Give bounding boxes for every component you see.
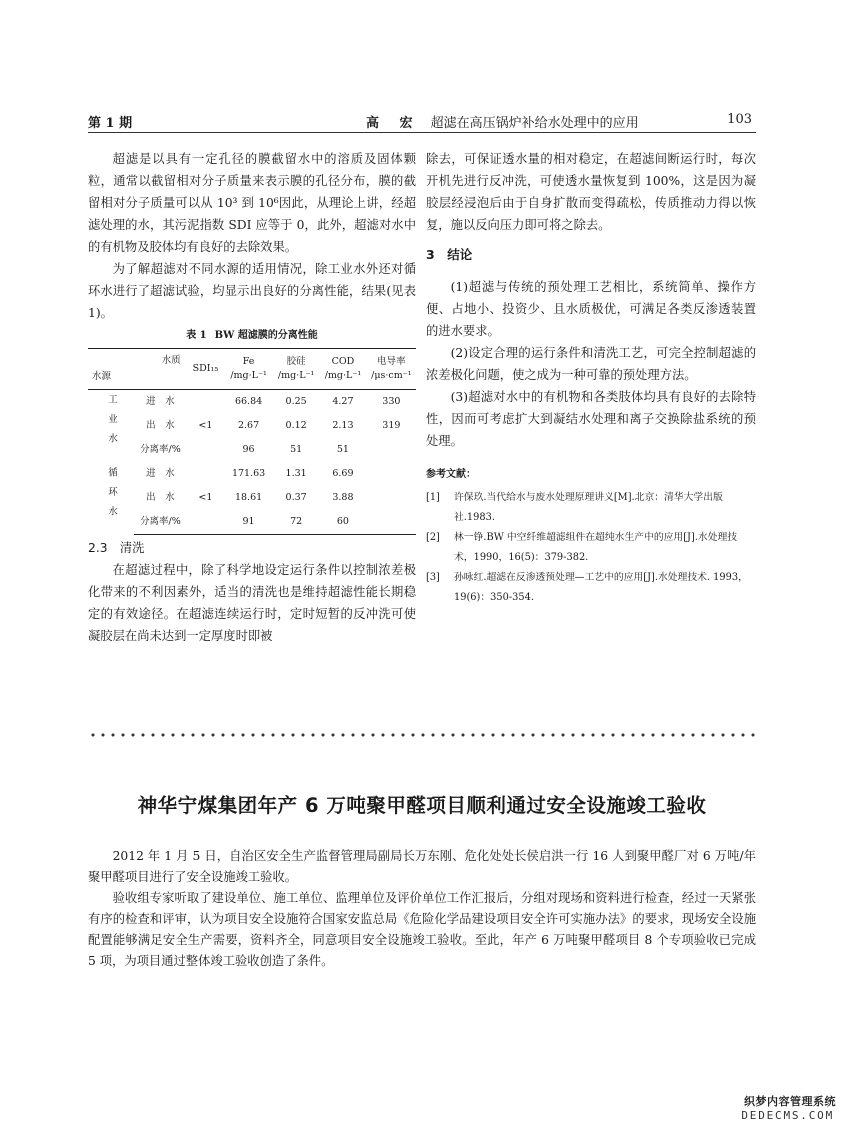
table-cell: 出 水 — [146, 420, 175, 431]
paragraph: 为了解超滤对不同水源的适用情况，除工业水外还对循环水进行了超滤试验，均显示出良好的分离性能，结果(见表1)。 — [88, 262, 416, 320]
table-cell: 出 水 — [146, 492, 175, 503]
table-cell: 330 — [382, 396, 401, 407]
watermark-line-2: DEDECMS.COM — [741, 1109, 834, 1122]
table-number: 表 1 — [186, 330, 207, 341]
table-cell: 66.84 — [234, 396, 263, 407]
watermark-line-1: 织梦内容管理系统 — [744, 1095, 836, 1108]
table-cell: 72 — [273, 510, 319, 535]
issue-number: 第 1 期 — [88, 116, 133, 131]
table-cell: 319 — [382, 420, 401, 431]
table-cell: <1 — [198, 492, 213, 503]
column-header: 电导率 /μs·cm⁻¹ — [367, 349, 416, 390]
page-number: 103 — [727, 112, 752, 127]
section-heading-3: 3 结论 — [426, 247, 473, 262]
table-row — [88, 486, 416, 510]
reference-text: 孙咏红.超滤在反渗透预处理—工艺中的应用[J].水处理技术. 1993，19(6)：350-354. — [454, 572, 748, 603]
conclusion-item: (3)超滤对水中的有机物和各类肢体均具有良好的去除特性，因而可考虑扩大到凝结水处理和离子交换除盐系统的预处理。 — [426, 390, 756, 448]
table-cell — [187, 510, 224, 535]
table-row — [88, 414, 416, 438]
reference-number: [1] — [426, 492, 440, 503]
table-cell: 96 — [242, 444, 255, 455]
news-headline: 神华宁煤集团年产 6 万吨聚甲醛项目顺利通过安全设施竣工验收 — [137, 794, 707, 817]
running-title — [366, 112, 639, 131]
reference-item — [426, 488, 756, 528]
table-cell: 2.67 — [237, 420, 260, 431]
table-cell: 18.61 — [234, 492, 263, 503]
watermark — [736, 1093, 836, 1127]
table-cell: 51 — [290, 444, 303, 455]
dotted-separator — [88, 732, 756, 738]
column-header: Fe /mg·L⁻¹ — [224, 349, 273, 390]
reference-item — [426, 568, 756, 608]
table-1 — [88, 328, 416, 535]
right-column — [426, 148, 756, 608]
header-corner-top: 水质 — [161, 355, 181, 366]
table-cell: 6.69 — [332, 468, 354, 479]
table-title: BW 超滤膜的分离性能 — [214, 330, 318, 341]
column-header: SDI₁₅ — [187, 349, 224, 390]
table-cell — [187, 438, 224, 462]
table-cell: 分离率/% — [134, 510, 187, 535]
row-group-label: 工业水 — [106, 394, 117, 453]
news-paragraph: 验收组专家听取了建设单位、施工单位、监理单位及评价单位工作汇报后，分组对现场和资料进行检查，经过一天紧张有序的检查和评审，认为项目安全设施符合国家安监总局《危险化学品建设项目安全许可实施办法》的要求，现场安全设施配置能够满足安全生产需要，资料齐全，同意项目安全设施竣工验收。至此，年产 6 万吨聚甲醛项目 8 个专项验收已完成 5 项，为项目通过整体竣工验收创造了条件。 — [88, 891, 756, 968]
table-cell: 进 水 — [146, 468, 175, 479]
table-caption — [88, 328, 416, 344]
paragraph: 除去，可保证透水量的相对稳定，在超滤间断运行时，每次开机先进行反冲洗，可使透水量恢复到 100%，这是因为凝胶层经浸泡后由于自身扩散而变得疏松，传质推动力得以恢复，施以反向压力即可将之除去。 — [426, 152, 756, 232]
table-row — [88, 462, 416, 486]
header-corner-bottom: 水源 — [92, 371, 112, 382]
table-cell: 0.25 — [285, 396, 307, 407]
paragraph: 超滤是以具有一定孔径的膜截留水中的溶质及固体颗粒，通常以截留相对分子质量来表示膜的孔径分布，膜的截留相对分子质量可以从 10³ 到 10⁶因此，从理论上讲，经超滤处理的水，其污泥指数 SDI 应等于 0，此外，超滤对水中的有机物及胶体均有良好的去除效果。 — [88, 152, 416, 254]
table-cell — [187, 390, 224, 415]
separation-performance-table — [88, 348, 416, 535]
table-cell: 3.88 — [332, 492, 354, 503]
table-header-row — [88, 349, 416, 390]
table-cell: 60 — [319, 510, 367, 535]
header-divider — [88, 132, 756, 133]
table-row — [88, 438, 416, 462]
row-group-label: 循环水 — [106, 466, 117, 525]
table-cell: 2.13 — [332, 420, 354, 431]
table-cell: 1.31 — [285, 468, 307, 479]
table-cell: <1 — [198, 420, 213, 431]
news-paragraph: 2012 年 1 月 5 日，自治区安全生产监督管理局副局长万东刚、危化处处长侯启洪一行 16 人到聚甲醛厂对 6 万吨/年聚甲醛项目进行了安全设施竣工验收。 — [88, 849, 756, 884]
header-corner — [90, 354, 185, 384]
references-list — [426, 488, 756, 608]
table-cell — [367, 486, 416, 510]
table-cell — [367, 462, 416, 486]
left-column — [88, 148, 416, 647]
reference-item — [426, 528, 756, 568]
column-header: COD /mg·L⁻¹ — [319, 349, 367, 390]
article-title: 超滤在高压锅炉补给水处理中的应用 — [430, 116, 639, 131]
section-heading-2-3: 2.3 清洗 — [88, 541, 145, 555]
reference-text: 林一铮.BW 中空纤维超滤组件在超纯水生产中的应用[J].水处理技术，1990，16(5)：379-382. — [454, 532, 738, 563]
table-cell: 进 水 — [146, 396, 175, 407]
table-row — [88, 390, 416, 415]
table-cell: 0.37 — [285, 492, 307, 503]
conclusion-item: (2)设定合理的运行条件和清洗工艺，可完全控制超滤的浓差极化问题，使之成为一种可靠的预处理方法。 — [426, 346, 756, 382]
table-cell: 0.12 — [285, 420, 307, 431]
table-cell: 91 — [224, 510, 273, 535]
table-cell: 51 — [336, 444, 349, 455]
references-heading: 参考文献： — [426, 469, 476, 480]
reference-number: [2] — [426, 532, 440, 543]
reference-text: 许保玖.当代给水与废水处理原理讲义[M].北京：清华大学出版社.1983. — [454, 492, 723, 523]
table-cell: 4.27 — [332, 396, 354, 407]
author-name: 高 宏 — [366, 116, 421, 131]
table-row — [88, 510, 416, 535]
table-cell: 分离率/% — [140, 444, 181, 455]
table-cell — [187, 462, 224, 486]
running-header — [88, 110, 756, 132]
table-cell: 171.63 — [231, 468, 266, 479]
conclusion-item: (1)超滤与传统的预处理工艺相比，系统简单、操作方便、占地小、投资少、且水质极优，可满足各类反渗透装置的进水要求。 — [426, 280, 756, 338]
paragraph: 在超滤过程中，除了科学地设定运行条件以控制浓差极化带来的不利因素外，适当的清洗也是维持超滤性能长期稳定的有效途径。在超滤连续运行时，定时短暂的反冲洗可使凝胶层在尚未达到一定厚度时即被 — [88, 563, 416, 643]
table-cell — [367, 510, 416, 535]
column-header: 胶硅 /mg·L⁻¹ — [273, 349, 319, 390]
table-cell — [367, 438, 416, 462]
reference-number: [3] — [426, 572, 440, 583]
news-body — [88, 846, 756, 972]
